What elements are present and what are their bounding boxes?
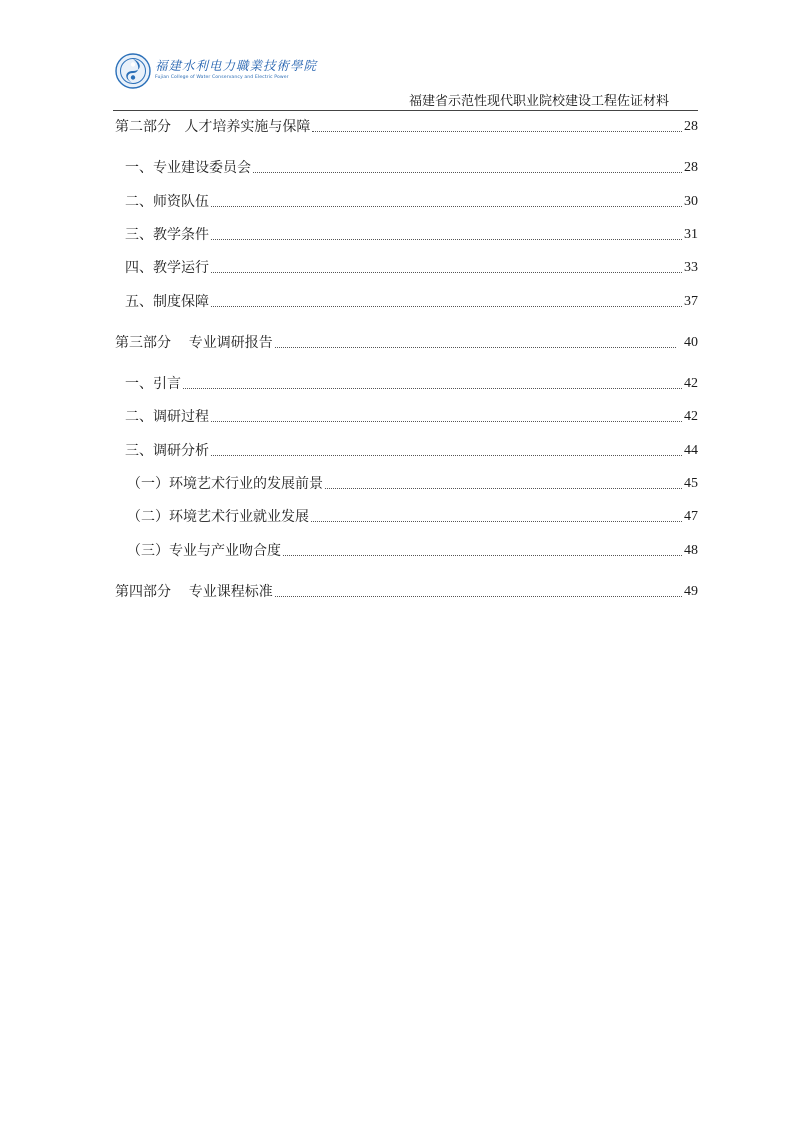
toc-entry[interactable] [113, 505, 698, 527]
toc-leader-dots [275, 595, 682, 597]
toc-leader-dots [275, 346, 676, 348]
toc-leader-dots [211, 271, 682, 273]
toc-entry-page: 44 [684, 443, 698, 458]
toc-leader-dots [283, 554, 682, 556]
toc-entry-label: 第四部分 专业课程标准 [115, 584, 273, 600]
toc-leader-dots [325, 487, 682, 489]
toc-entry-page: 40 [684, 335, 698, 350]
toc-entry-label: （三）专业与产业吻合度 [127, 543, 281, 559]
toc-entry-page: 45 [684, 476, 698, 491]
toc-entry[interactable] [113, 115, 698, 137]
toc-leader-dots [211, 420, 682, 422]
toc-entry-page: 48 [684, 543, 698, 558]
page-header [0, 0, 793, 112]
toc-entry-label: 四、教学运行 [125, 260, 209, 276]
toc-entry-label: 一、专业建设委员会 [125, 160, 251, 176]
toc-entry-page: 42 [684, 376, 698, 391]
toc-entry[interactable] [113, 156, 698, 178]
toc-leader-dots [211, 454, 682, 456]
toc-leader-dots [211, 305, 682, 307]
toc-entry-page: 33 [684, 260, 698, 275]
toc-entry-page: 28 [684, 160, 698, 175]
toc-entry-label: （一）环境艺术行业的发展前景 [127, 476, 323, 492]
toc-entry[interactable] [113, 539, 698, 561]
toc-entry-page: 42 [684, 409, 698, 424]
toc-leader-dots [211, 205, 682, 207]
toc-entry[interactable] [113, 223, 698, 245]
toc-entry-page: 28 [684, 119, 698, 134]
toc-entry-label: 五、制度保障 [125, 294, 209, 310]
toc-entry[interactable] [113, 290, 698, 312]
toc-entry-page: 30 [684, 194, 698, 209]
logo-text-cn: 福建水利电力職業技術學院 [155, 58, 318, 73]
toc-entry-label: 三、教学条件 [125, 227, 209, 243]
toc-entry-page: 37 [684, 294, 698, 309]
toc-entry[interactable] [113, 580, 698, 602]
toc-entry[interactable] [113, 439, 698, 461]
toc-leader-dots [253, 171, 682, 173]
toc-entry-page: 31 [684, 227, 698, 242]
toc-leader-dots [211, 238, 682, 240]
header-divider [113, 110, 698, 111]
toc-entry-label: 三、调研分析 [125, 443, 209, 459]
college-emblem-icon [115, 53, 151, 89]
toc-entry-label: 第二部分 人才培养实施与保障 [115, 119, 311, 135]
toc-entry[interactable] [113, 405, 698, 427]
toc-entry[interactable] [113, 331, 698, 353]
toc-entry-label: 二、师资队伍 [125, 194, 209, 210]
toc-leader-dots [183, 387, 682, 389]
toc-entry[interactable] [113, 256, 698, 278]
toc-entry-page: 47 [684, 509, 698, 524]
toc-entry[interactable] [113, 372, 698, 394]
toc-entry[interactable] [113, 472, 698, 494]
toc-entry-label: （二）环境艺术行业就业发展 [127, 509, 309, 525]
toc-entry-label: 第三部分 专业调研报告 [115, 335, 273, 351]
college-logo [115, 52, 318, 92]
logo-text-en: Fujian College of Water Conservancy and Electric Power [155, 75, 289, 80]
header-title: 福建省示范性现代职业院校建设工程佐证材料 [408, 94, 669, 109]
toc-entry-label: 二、调研过程 [125, 409, 209, 425]
toc-entry-label: 一、引言 [125, 376, 181, 392]
toc-leader-dots [311, 520, 682, 522]
toc-leader-dots [312, 130, 682, 132]
toc-entry-page: 49 [684, 584, 698, 599]
toc-entry[interactable] [113, 190, 698, 212]
